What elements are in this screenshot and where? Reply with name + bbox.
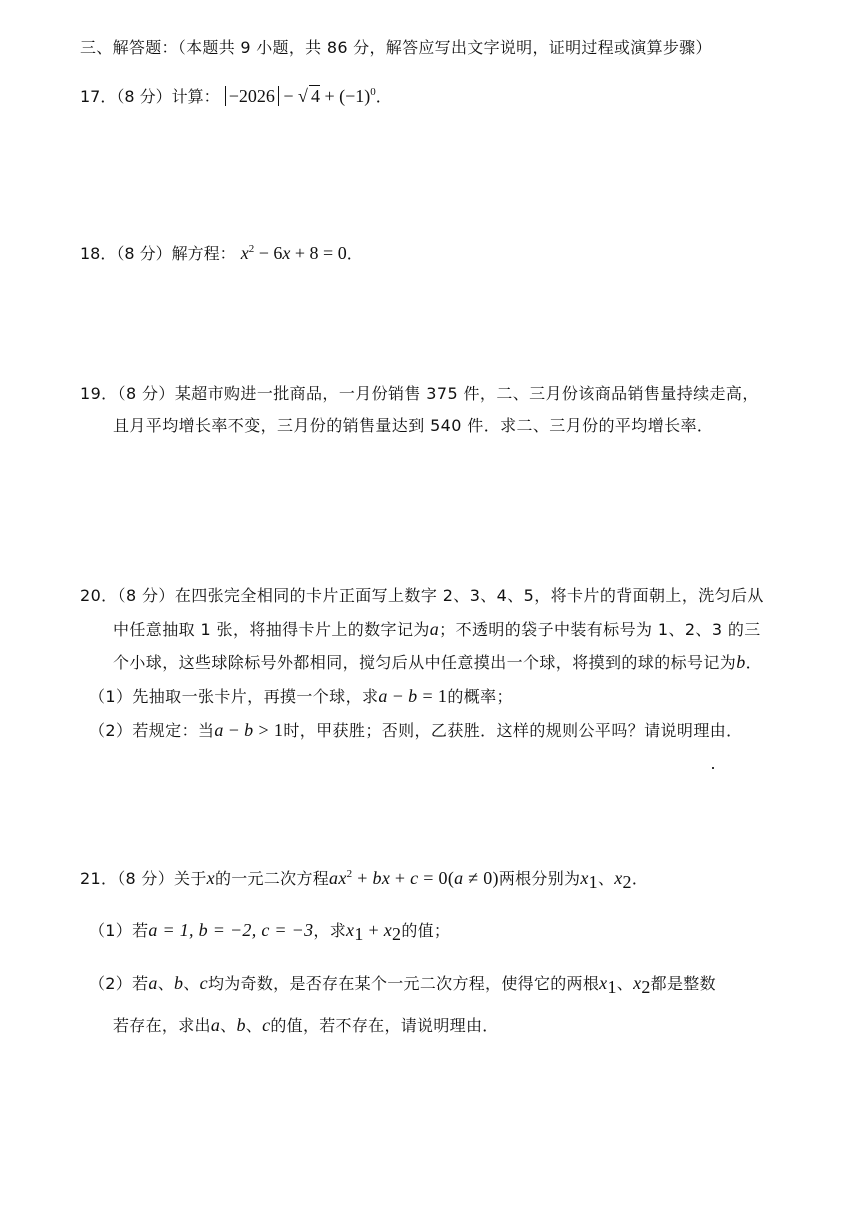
q21-eq-sq: 2	[346, 868, 353, 880]
q18-tail: + 8 = 0	[290, 243, 347, 263]
q21-p2-a-var: a	[148, 973, 158, 993]
q21-line1-c: 两根分别为	[498, 869, 581, 888]
q21-p2l2-b-var: b	[236, 1015, 246, 1035]
q21-eq-zero: = 0(	[418, 868, 455, 888]
q21-p1-x2: x	[383, 920, 392, 940]
q21-p2l2-sep1: 、	[220, 1016, 237, 1035]
q21-p2l2-a: 若存在，求出	[113, 1016, 211, 1035]
q20-line2-b: ；不透明的袋子中装有标号为 1、2、3 的三	[439, 620, 761, 639]
q20-p1-b: 的概率；	[447, 687, 513, 706]
q20-line2-a: 中任意抽取 1 张，将抽得卡片上的数字记为	[113, 620, 430, 639]
q21-p2l2-b: 的值，若不存在，请说明理由．	[270, 1016, 499, 1035]
q21-p2-x1: x	[599, 973, 608, 993]
q21-p2-sep1: 、	[157, 974, 175, 993]
q21-eq-plus2: +	[390, 868, 411, 888]
q21-p2l2-a-var: a	[210, 1015, 221, 1035]
q21-x: x	[206, 868, 215, 888]
q21-eq-neq: ≠ 0)	[463, 868, 499, 888]
q20-line-1: 20．（8 分）在四张完全相同的卡片正面写上数字 2、3、4、5，将卡片的背面朝上，洗匀后从	[80, 586, 764, 605]
question-17	[80, 84, 392, 109]
q20-var-a: a	[429, 619, 440, 639]
q20-p2-b: 时，甲获胜；否则，乙获胜．这样的规则公平吗？请说明理由．	[283, 721, 743, 740]
q21-eq-plus1: +	[352, 868, 373, 888]
stray-dot	[712, 767, 714, 769]
q18-prefix: 18．（8 分）解方程：	[80, 244, 236, 263]
q21-p2-c-var: c	[199, 973, 208, 993]
q21-p1-x1: x	[346, 920, 355, 940]
q17-plus: +	[324, 86, 335, 106]
q21-p1-b: ，求	[313, 921, 347, 940]
q20-p2-gt: > 1	[253, 720, 284, 740]
q17-expression	[225, 86, 376, 106]
q21-p2l2-sep2: 、	[245, 1016, 263, 1035]
q21-p2-x2: x	[633, 973, 642, 993]
q20-p1-eq: = 1	[417, 686, 448, 706]
q21-sep: 、	[597, 869, 615, 888]
q18-var2: x	[282, 243, 291, 263]
q21-p1-a: （1）若	[89, 921, 149, 940]
q20-p2-minus: −	[223, 720, 245, 740]
q17-minus: −	[283, 86, 294, 106]
q18-var: x	[240, 243, 249, 263]
q20-p2-expr	[214, 720, 283, 740]
q20-line3-end: ．	[745, 653, 763, 672]
q21-part-2	[89, 971, 716, 996]
q21-line1-a: 21．（8 分）关于	[80, 869, 207, 888]
q20-line3-a: 个小球，这些球除标号外都相同，搅匀后从中任意摸出一个球，将摸到的球的标号记为	[113, 653, 737, 672]
section-header: 三、解答题：（本题共 9 小题，共 86 分，解答应写出文字说明，证明过程或演算步骤）	[80, 38, 712, 57]
q21-part-1	[89, 918, 450, 943]
q21-part-2-line-2	[113, 1013, 499, 1038]
q18-mid: − 6	[254, 243, 283, 263]
q20-p1-b-var: b	[408, 686, 418, 706]
q21-p1-c: 的值；	[401, 921, 451, 940]
question-18	[80, 241, 363, 266]
q19-line-2: 且月平均增长率不变，三月份的销售量达到 540 件．求二、三月份的平均增长率．	[113, 416, 714, 435]
q17-sqrt-sign: √	[298, 86, 308, 106]
q21-root1: x	[580, 868, 589, 888]
q21-line1-end: ．	[631, 869, 649, 888]
q20-p2-a-var: a	[214, 720, 224, 740]
q20-p2-a: （2）若规定：当	[89, 721, 215, 740]
q21-line-1	[80, 866, 648, 891]
q21-p2-a: （2）若	[89, 974, 149, 993]
q20-var-b: b	[736, 652, 746, 672]
q21-eq-c: c	[410, 868, 419, 888]
q21-eq-bx: bx	[372, 868, 391, 888]
q21-p1-eq: a = 1, b = −2, c = −3	[148, 920, 314, 940]
q21-line1-b: 的一元二次方程	[214, 869, 330, 888]
q20-p2-b-var: b	[244, 720, 254, 740]
q20-part-1	[89, 684, 513, 709]
q21-p2-sep3: 、	[616, 974, 634, 993]
q20-line-2	[113, 617, 761, 642]
q21-eq-ax: ax	[329, 868, 347, 888]
q17-end: ．	[375, 87, 392, 106]
q17-radicand: 4	[310, 86, 320, 106]
q21-eq-a2: a	[454, 868, 464, 888]
q21-p1-x1-sub: 1	[354, 924, 364, 944]
q21-p2-sep2: 、	[183, 974, 200, 993]
q21-root2-sub: 2	[622, 872, 632, 892]
q20-p1-expr	[378, 686, 447, 706]
q18-end: ．	[346, 244, 363, 263]
q18-sq: 2	[248, 243, 255, 255]
q21-p1-plus: +	[363, 920, 384, 940]
q20-p1-a: （1）先抽取一张卡片，再摸一个球，求	[89, 687, 379, 706]
q19-line-1: 19．（8 分）某超市购进一批商品，一月份销售 375 件，二、三月份该商品销售量持续走高，	[80, 384, 759, 403]
q17-paren: (−1)	[339, 86, 371, 106]
q21-p2-b: 均为奇数，是否存在某个一元二次方程，使得它的两根	[207, 974, 600, 993]
q17-abs: −2026	[225, 86, 279, 106]
q21-root1-sub: 1	[588, 872, 598, 892]
q17-exponent: 0	[370, 86, 376, 98]
q20-line-3	[113, 650, 762, 675]
q21-p2-x1-sub: 1	[607, 977, 617, 997]
q20-p1-minus: −	[387, 686, 409, 706]
q17-prefix: 17．（8 分）计算：	[80, 87, 220, 106]
q21-p1-x2-sub: 2	[392, 924, 402, 944]
q21-p2l2-c-var: c	[262, 1015, 271, 1035]
q20-p1-a-var: a	[378, 686, 388, 706]
q21-root2: x	[614, 868, 623, 888]
q21-equation	[329, 868, 499, 888]
q20-part-2	[89, 718, 743, 743]
q21-p2-x2-sub: 2	[641, 977, 651, 997]
q21-p2-c: 都是整数	[650, 974, 716, 993]
q18-equation	[241, 243, 347, 263]
q21-p2-b-var: b	[174, 973, 184, 993]
